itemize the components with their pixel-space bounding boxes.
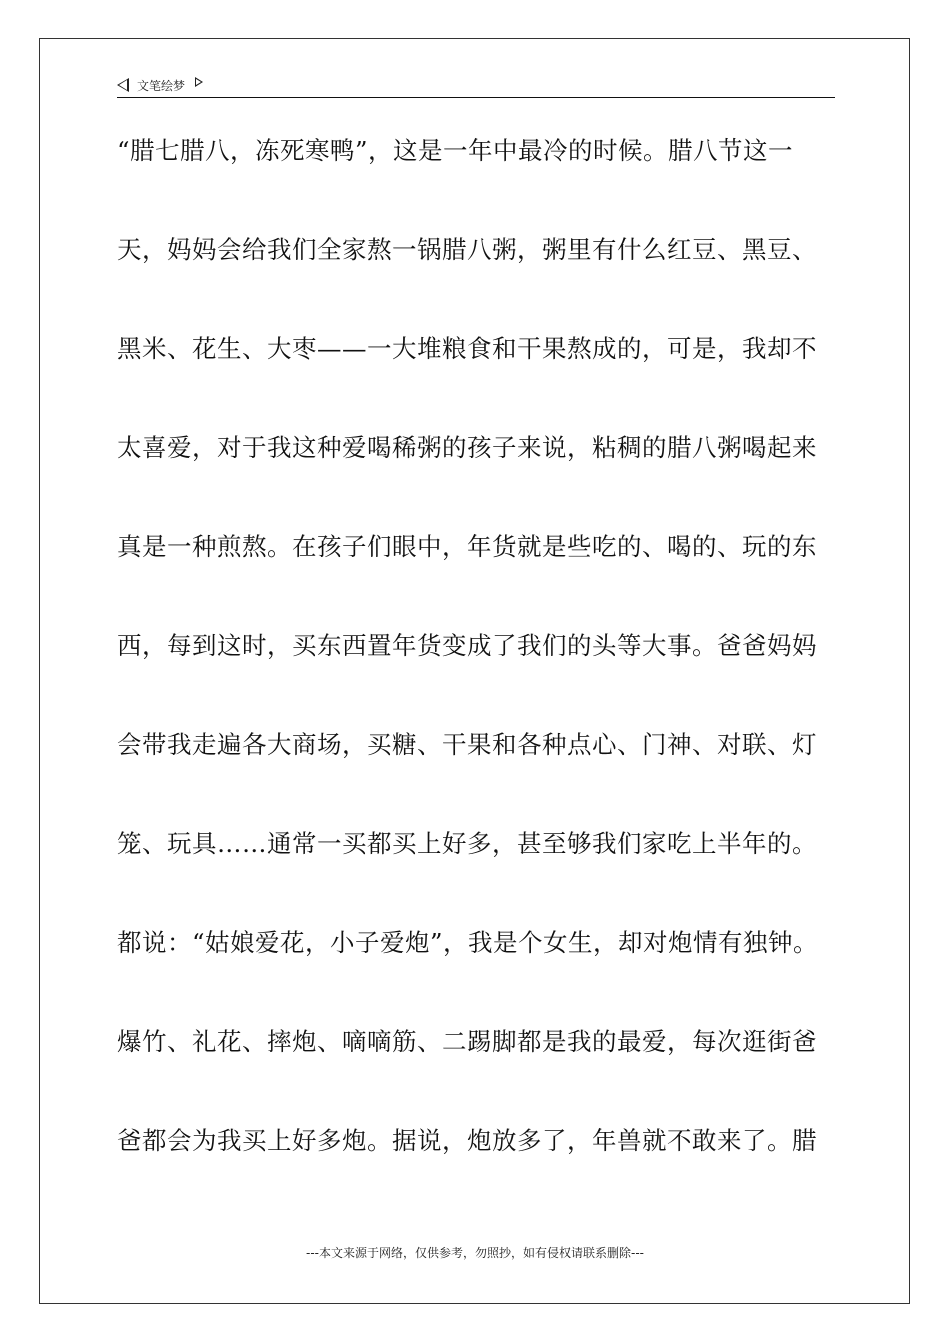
text-line: 西，每到这时，买东西置年货变成了我们的头等大事。爸爸妈妈 — [117, 631, 817, 660]
text-line: “腊七腊八，冻死寒鸭”，这是一年中最冷的时候。腊八节这一 — [117, 136, 794, 165]
page-footer: ---本文来源于网络，仅供参考，勿照抄，如有侵权请联系删除--- — [306, 1246, 644, 1260]
header-title: 文笔绘梦 — [137, 78, 186, 93]
text-line: 爆竹、礼花、摔炮、嘀嘀筋、二踢脚都是我的最爱，每次逛街爸 — [117, 1027, 817, 1056]
header-divider — [117, 97, 835, 98]
triangle-left-icon — [117, 78, 129, 92]
triangle-right-icon — [195, 77, 203, 87]
text-line: 太喜爱，对于我这种爱喝稀粥的孩子来说，粘稠的腊八粥喝起来 — [117, 433, 817, 462]
text-line: 笼、玩具……通常一买都买上好多，甚至够我们家吃上半年的。 — [117, 829, 817, 858]
text-line: 会带我走遍各大商场，买糖、干果和各种点心、门神、对联、灯 — [117, 730, 817, 759]
text-line: 爸都会为我买上好多炮。据说，炮放多了，年兽就不敢来了。腊 — [117, 1126, 817, 1155]
text-line: 黑米、花生、大枣——一大堆粮食和干果熬成的，可是，我却不 — [117, 334, 817, 363]
page-header — [117, 74, 203, 96]
text-line: 天，妈妈会给我们全家熬一锅腊八粥，粥里有什么红豆、黑豆、 — [117, 235, 817, 264]
text-line: 真是一种煎熬。在孩子们眼中，年货就是些吃的、喝的、玩的东 — [117, 532, 817, 561]
text-line: 都说：“姑娘爱花，小子爱炮”，我是个女生，却对炮情有独钟。 — [117, 928, 819, 957]
document-body — [117, 118, 857, 1207]
